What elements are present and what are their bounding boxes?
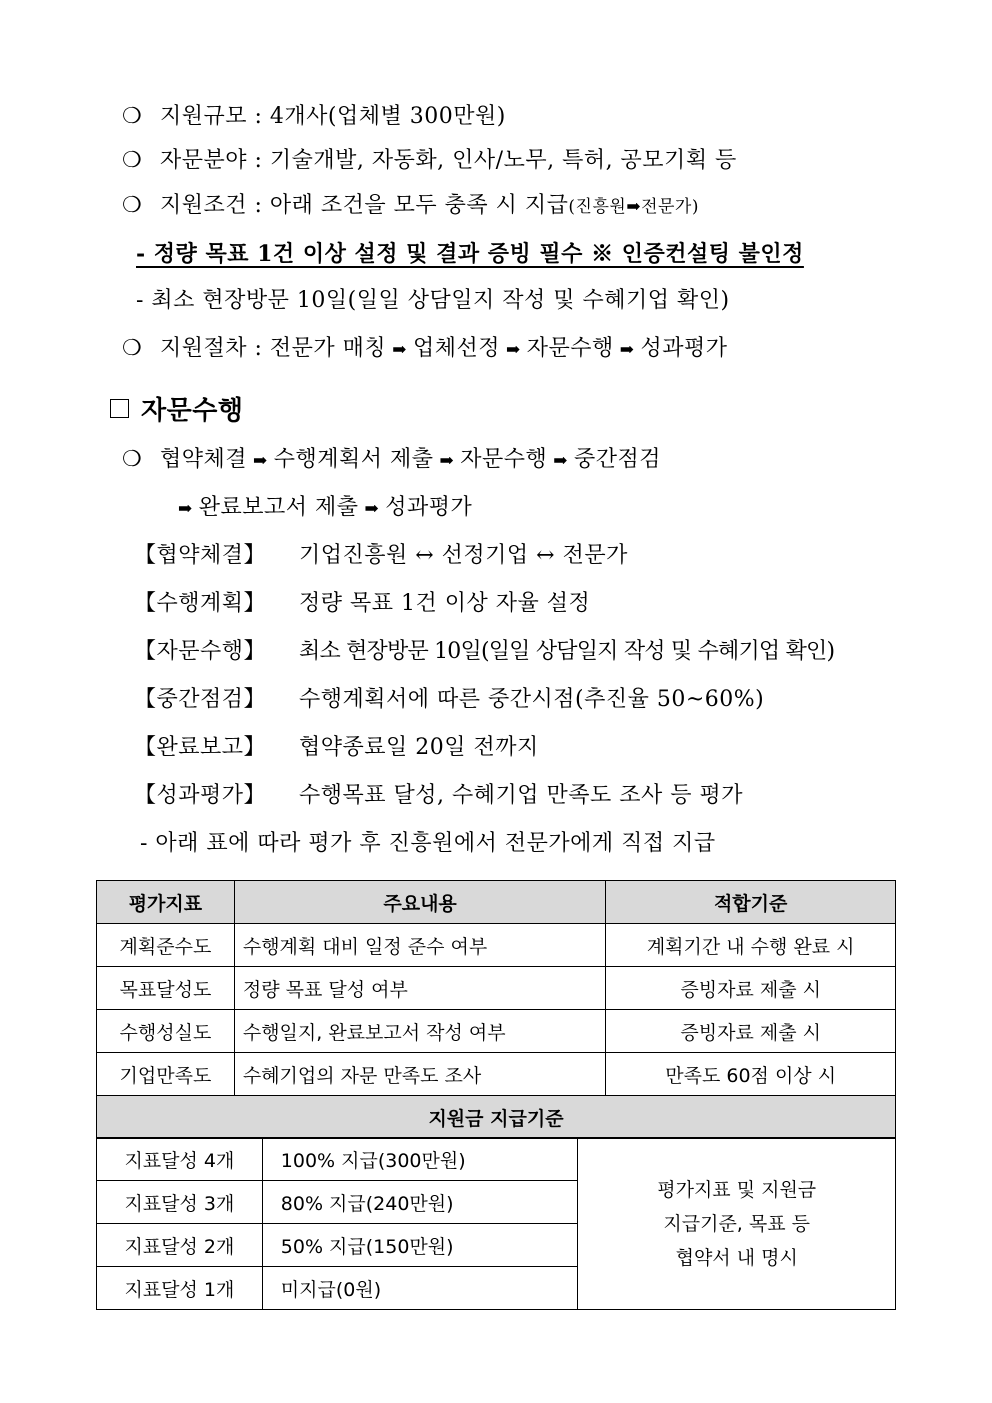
criteria-cell: 계획기간 내 수행 완료 시: [606, 924, 896, 967]
stage-label: 【수행계획】: [134, 591, 267, 616]
circle-bullet-icon: ❍: [122, 193, 143, 218]
flow-step: 수행계획서 제출: [273, 447, 434, 472]
flow-line-2: [172, 493, 472, 524]
support-conditions: ❍ 지원조건 : 아래 조건을 모두 충족 시 지급(진흥원➡전문가): [122, 191, 699, 222]
payment-note-cell: [578, 1138, 896, 1310]
evaluation-table: [96, 880, 896, 1139]
criteria-cell: 만족도 60점 이상 시: [606, 1053, 896, 1096]
circle-bullet-icon: ❍: [122, 148, 143, 173]
payment-cell: 80% 지급(240만원): [262, 1181, 578, 1224]
stage-label: 【중간점검】: [134, 687, 267, 712]
table-header-row: [97, 881, 896, 924]
flow-line-1: [122, 445, 661, 476]
stage-contract: [134, 541, 628, 571]
achievement-cell: 지표달성 1개: [97, 1267, 263, 1310]
flow-step: 성과평가: [385, 495, 473, 520]
payment-cell: 미지급(0원): [262, 1267, 578, 1310]
procedure-step: 성과평가: [640, 336, 728, 361]
payment-cell: 100% 지급(300만원): [262, 1138, 578, 1181]
arrow-right-icon: ➡: [505, 340, 521, 360]
note-line: 지급기준, 목표 등: [663, 1212, 810, 1235]
section-title: 자문수행: [141, 396, 244, 426]
note-line: 협약서 내 명시: [675, 1246, 798, 1269]
payment-table: [96, 1137, 896, 1310]
indicator-cell: 수행성실도: [97, 1010, 235, 1053]
stage-midcheck: [134, 685, 764, 715]
support-fields: ❍ 자문분야 : 기술개발, 자동화, 인사/노무, 특허, 공모기획 등: [122, 146, 737, 176]
stage-label: 【완료보고】: [134, 735, 267, 760]
flow-step: 완료보고서 제출: [198, 495, 359, 520]
conditions-value: 아래 조건을 모두 충족 시 지급: [269, 193, 569, 218]
arrow-right-icon: ➡: [178, 499, 193, 519]
conditions-label: 지원조건: [160, 193, 248, 218]
section-heading: [110, 396, 243, 426]
table-row: [97, 924, 896, 967]
arrow-right-icon: ➡: [392, 340, 407, 360]
header-criteria: 적합기준: [606, 881, 896, 924]
stage-text: 최소 현장방문 10일(일일 상담일지 작성 및 수혜기업 확인): [299, 639, 835, 664]
procedure-label: 지원절차: [160, 336, 248, 361]
circle-bullet-icon: ❍: [122, 336, 143, 361]
condition-item-quant-goal: - 정량 목표 1건 이상 설정 및 결과 증빙 필수 ※ 인증컨설팅 불인정: [136, 241, 804, 267]
stage-text: 정량 목표 1건 이상 자율 설정: [299, 591, 591, 616]
stage-text: 협약종료일 20일 전까지: [299, 735, 539, 760]
fields-label: 자문분야: [160, 148, 248, 173]
stage-consulting: [134, 637, 834, 667]
flow-step: 협약체결: [160, 447, 248, 472]
circle-bullet-icon: ❍: [122, 447, 143, 472]
flow-step: 중간점검: [574, 447, 662, 472]
stage-label: 【협약체결】: [134, 543, 267, 568]
header-indicator: 평가지표: [97, 881, 235, 924]
indicator-cell: 목표달성도: [97, 967, 235, 1010]
stage-label: 【성과평가】: [134, 783, 267, 808]
content-cell: 정량 목표 달성 여부: [234, 967, 606, 1010]
achievement-cell: 지표달성 4개: [97, 1138, 263, 1181]
square-marker-icon: [110, 399, 129, 418]
support-procedure: ❍ 지원절차 : 전문가 매칭 ➡ 업체선정 ➡ 자문수행 ➡ 성과평가: [122, 334, 727, 365]
criteria-cell: 증빙자료 제출 시: [606, 967, 896, 1010]
arrow-right-icon: ➡: [439, 451, 455, 471]
support-scale: ❍ 지원규모 : 4개사(업체별 300만원): [122, 102, 506, 132]
flow-step: 자문수행: [460, 447, 548, 472]
content-cell: 수행일지, 완료보고서 작성 여부: [234, 1010, 606, 1053]
achievement-cell: 지표달성 2개: [97, 1224, 263, 1267]
fields-value: 기술개발, 자동화, 인사/노무, 특허, 공모기획 등: [269, 148, 737, 173]
stage-label: 【자문수행】: [134, 639, 267, 664]
procedure-step: 전문가 매칭: [269, 336, 387, 361]
note-line: 평가지표 및 지원금: [657, 1178, 817, 1201]
payment-header: 지원금 지급기준: [97, 1096, 896, 1139]
procedure-step: 자문수행: [526, 336, 614, 361]
arrow-right-icon: ➡: [364, 499, 380, 519]
header-content: 주요내용: [234, 881, 606, 924]
payment-header-row: [97, 1096, 896, 1139]
indicator-cell: 기업만족도: [97, 1053, 235, 1096]
circle-bullet-icon: ❍: [122, 104, 143, 129]
content-cell: 수행계획 대비 일정 준수 여부: [234, 924, 606, 967]
condition-item-site-visit: - 최소 현장방문 10일(일일 상담일지 작성 및 수혜기업 확인): [136, 288, 730, 313]
stage-plan: [134, 589, 590, 619]
table-row: [97, 1138, 896, 1181]
achievement-cell: 지표달성 3개: [97, 1181, 263, 1224]
table-row: [97, 1010, 896, 1053]
arrow-right-icon: ➡: [619, 340, 635, 360]
stage-text: 수행계획서에 따른 중간시점(추진율 50~60%): [299, 687, 765, 712]
stage-report: [134, 733, 539, 763]
payment-cell: 50% 지급(150만원): [262, 1224, 578, 1267]
stage-evaluation: [134, 781, 743, 811]
procedure-step: 업체선정: [412, 336, 500, 361]
stage-text: 수행목표 달성, 수혜기업 만족도 조사 등 평가: [299, 783, 743, 808]
arrow-right-icon: ➡: [253, 451, 268, 471]
arrow-right-icon: ➡: [553, 451, 569, 471]
stage-text: 기업진흥원 ↔ 선정기업 ↔ 전문가: [299, 543, 628, 568]
payment-footnote: - 아래 표에 따라 평가 후 진흥원에서 전문가에게 직접 지급: [140, 831, 716, 856]
indicator-cell: 계획준수도: [97, 924, 235, 967]
table-row: [97, 1053, 896, 1096]
scale-value: 4개사(업체별 300만원): [269, 104, 506, 129]
conditions-note: (진흥원➡전문가): [568, 197, 699, 217]
table-row: [97, 967, 896, 1010]
scale-label: 지원규모: [160, 104, 248, 129]
content-cell: 수혜기업의 자문 만족도 조사: [234, 1053, 606, 1096]
criteria-cell: 증빙자료 제출 시: [606, 1010, 896, 1053]
